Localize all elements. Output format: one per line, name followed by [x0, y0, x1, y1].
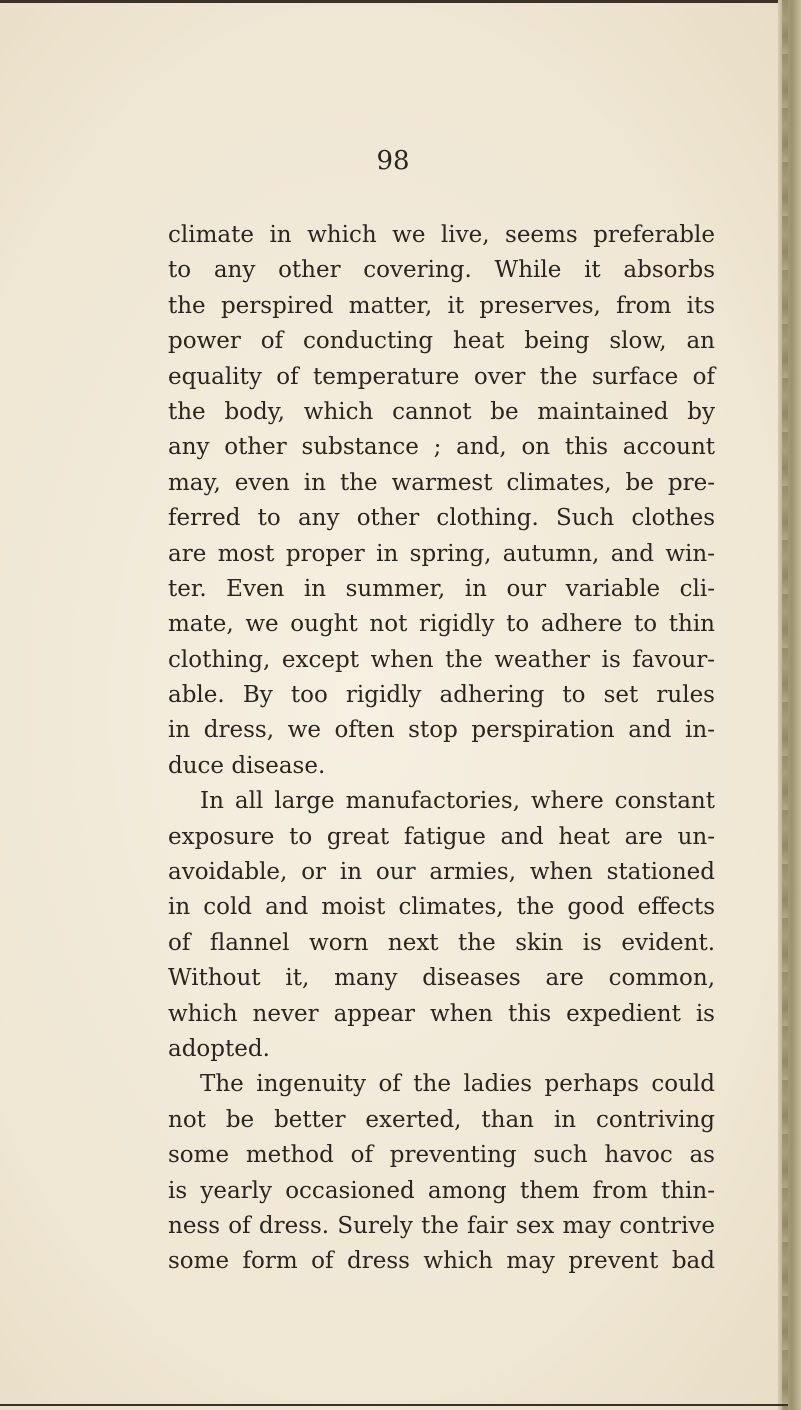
text-line: equality of temperature over the surface of: [168, 363, 715, 390]
text-line: the body, which cannot be maintained by: [168, 398, 715, 425]
text-line: mate, we ought not rigidly to adhere to thin: [168, 611, 715, 638]
text-line: in dress, we often stop perspiration and in-: [168, 717, 715, 744]
text-line: which never appear when this expedient is: [168, 1000, 715, 1027]
text-line: In all large manufactories, where constant: [200, 788, 715, 815]
text-line: avoidable, or in our armies, when stationed: [168, 859, 715, 886]
text-line: ter. Even in summer, in our variable cli-: [168, 575, 715, 602]
body-text: [168, 218, 715, 1280]
text-line: power of conducting heat being slow, an: [168, 328, 715, 355]
text-line: is yearly occasioned among them from thin-: [168, 1177, 715, 1204]
text-line: The ingenuity of the ladies perhaps could: [200, 1071, 715, 1098]
text-line: clothing, except when the weather is favour-: [168, 646, 715, 673]
text-line: ness of dress. Surely the fair sex may contrive: [168, 1212, 715, 1239]
text-line: able. By too rigidly adhering to set rules: [168, 682, 715, 709]
text-line: climate in which we live, seems preferable: [168, 222, 715, 248]
text-line: not be better exerted, than in contriving: [168, 1106, 715, 1133]
text-line: any other substance ; and, on this account: [168, 434, 715, 461]
text-line: adopted.: [168, 1035, 270, 1062]
text-line: of flannel worn next the skin is evident.: [168, 929, 715, 956]
bottom-edge-rule: [0, 1404, 788, 1406]
text-line: are most proper in spring, autumn, and win-: [168, 540, 715, 567]
text-line: some method of preventing such havoc as: [168, 1142, 715, 1169]
text-line: may, even in the warmest climates, be pre-: [168, 469, 715, 496]
text-line: exposure to great fatigue and heat are un-: [168, 823, 715, 850]
text-line: some form of dress which may prevent bad: [168, 1248, 715, 1275]
text-line: to any other covering. While it absorbs: [168, 257, 715, 284]
text-line: in cold and moist climates, the good effects: [168, 894, 715, 921]
top-edge-rule: [0, 0, 788, 3]
text-line: ferred to any other clothing. Such clothes: [168, 505, 715, 532]
text-line: Without it, many diseases are common,: [168, 965, 715, 992]
page-number: 98: [376, 146, 410, 176]
text-line: the perspired matter, it preserves, from its: [168, 292, 715, 319]
text-line: duce disease.: [168, 752, 326, 779]
binding-texture: [782, 0, 788, 1410]
